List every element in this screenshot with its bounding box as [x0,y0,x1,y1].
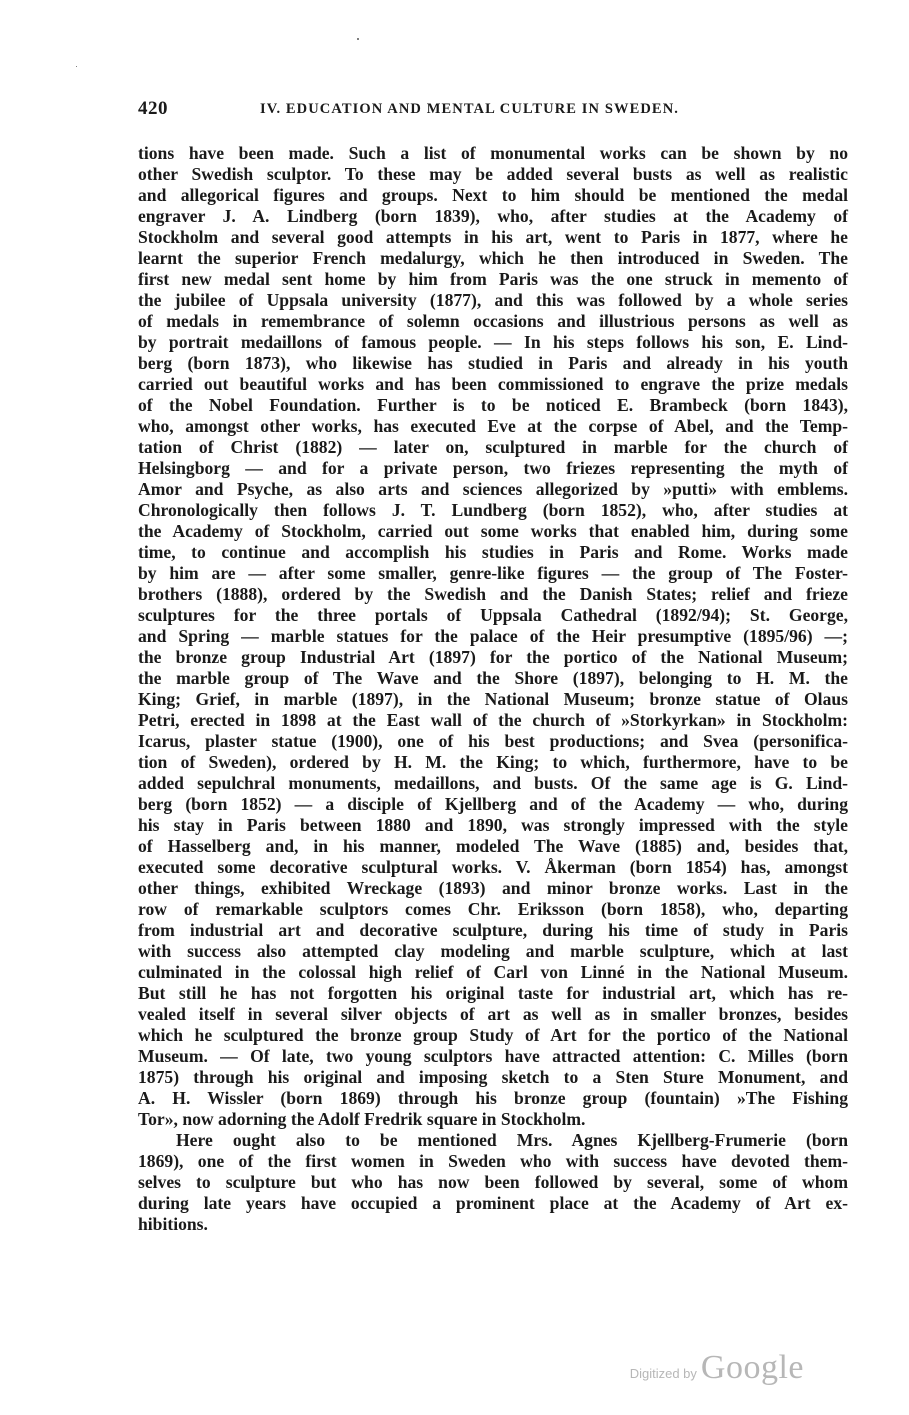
text-line: Tor», now adorning the Adolf Fredrik square in Stockholm. [138,1109,586,1129]
text-line: the bronze group Industrial Art (1897) for the portico of the National Museum; [138,647,848,667]
text-line: the jubilee of Uppsala university (1877), and this was followed by a whole series [138,290,848,310]
scan-speck [357,38,359,40]
text-line: But still he has not forgotten his original taste for industrial art, which has re- [138,983,848,1003]
text-line: learnt the superior French medalurgy, which he then introduced in Sweden. The [138,248,848,268]
text-line: row of remarkable sculptors comes Chr. Eriksson (born 1858), who, departing [138,899,848,919]
text-line: who, amongst other works, has executed Eve at the corpse of Abel, and the Temp- [138,416,848,436]
text-line: other things, exhibited Wreckage (1893) and minor bronze works. Last in the [138,878,848,898]
watermark-prefix: Digitized by [629,1366,697,1381]
text-line: berg (born 1852) — a disciple of Kjellberg and of the Academy — who, during [138,794,848,814]
text-line: and allegorical figures and groups. Next to him should be mentioned the medal [138,185,848,205]
text-line: of the Nobel Foundation. Further is to be noticed E. Brambeck (born 1843), [138,395,848,415]
text-line: by him are — after some smaller, genre-like figures — the group of The Foster- [138,563,848,583]
text-line: with success also attempted clay modeling and marble sculpture, which at last [138,941,848,961]
text-line: 1869), one of the first women in Sweden who with success have devoted them- [138,1151,848,1171]
text-line: his stay in Paris between 1880 and 1890, was strongly impressed with the style [138,815,848,835]
text-line: sculptures for the three portals of Uppsala Cathedral (1892/94); St. George, [138,605,848,625]
text-line: the Academy of Stockholm, carried out some works that enabled him, during some [138,521,848,541]
text-line: carried out beautiful works and has been commissioned to engrave the prize medals [138,374,848,394]
text-line: vealed itself in several silver objects of art as well as in smaller bronzes, besides [138,1004,848,1024]
text-line: and Spring — marble statues for the palace of the Heir presumptive (1895/96) —; [138,626,848,646]
text-line: added sepulchral monuments, medaillons, and busts. Of the same age is G. Lind- [138,773,848,793]
text-line: Stockholm and several good attempts in his art, went to Paris in 1877, where he [138,227,848,247]
text-line: the marble group of The Wave and the Shore (1897), belonging to H. M. the [138,668,848,688]
text-line: of medals in remembrance of solemn occasions and illustrious persons as well as [138,311,848,331]
text-line: tion of Sweden), ordered by H. M. the King; to which, furthermore, have to be [138,752,848,772]
text-line: A. H. Wissler (born 1869) through his bronze group (fountain) »The Fishing [138,1088,848,1108]
text-line: by portrait medaillons of famous people. — In his steps follows his son, E. Lind- [138,332,848,352]
text-line: tation of Christ (1882) — later on, sculptured in marble for the church of [138,437,848,457]
scan-speck [76,66,77,67]
running-head: IV. EDUCATION AND MENTAL CULTURE IN SWEDEN. [260,101,680,117]
text-line: Here ought also to be mentioned Mrs. Agnes Kjellberg-Frumerie (born [176,1130,848,1150]
text-line: berg (born 1873), who likewise has studied in Paris and already in his youth [138,353,848,373]
text-line: culminated in the colossal high relief of Carl von Linné in the National Museum. [138,962,848,982]
text-line: tions have been made. Such a list of monumental works can be shown by no [138,143,848,163]
text-line: brothers (1888), ordered by the Swedish and the Danish States; relief and frieze [138,584,848,604]
text-line: Chronologically then follows J. T. Lundberg (born 1852), who, after studies at [138,500,848,520]
text-line: other Swedish sculptor. To these may be added several busts as well as realistic [138,164,848,184]
digitized-watermark [630,1349,804,1387]
page-number: 420 [138,98,168,119]
text-line: Petri, erected in 1898 at the East wall of the church of »Storkyrkan» in Stockholm: [138,710,848,730]
text-line: Icarus, plaster statue (1900), one of his best productions; and Svea (personifica- [138,731,848,751]
text-line: of Hasselberg and, in his manner, modeled The Wave (1885) and, besides that, [138,836,848,856]
text-line: first new medal sent home by him from Paris was the one struck in memento of [138,269,848,289]
text-line: hibitions. [138,1214,208,1234]
text-line: from industrial art and decorative sculpture, during his time of study in Paris [138,920,848,940]
text-line: King; Grief, in marble (1897), in the National Museum; bronze statue of Olaus [138,689,848,709]
text-line: which he sculptured the bronze group Study of Art for the portico of the National [138,1025,848,1045]
text-line: selves to sculpture but who has now been followed by several, some of whom [138,1172,848,1192]
text-line: Amor and Psyche, as also arts and sciences allegorized by »putti» with emblems. [138,479,848,499]
page-header [138,98,848,122]
text-line: during late years have occupied a prominent place at the Academy of Art ex- [138,1193,848,1213]
body-text [138,143,848,1235]
text-line: Helsingborg — and for a private person, two friezes representing the myth of [138,458,848,478]
text-line: time, to continue and accomplish his studies in Paris and Rome. Works made [138,542,848,562]
text-line: executed some decorative sculptural works. V. Åkerman (born 1854) has, amongst [138,857,848,877]
text-line: Museum. — Of late, two young sculptors have attracted attention: C. Milles (born [138,1046,848,1066]
watermark-brand: Google [700,1349,804,1386]
text-line: 1875) through his original and imposing sketch to a Sten Sture Monument, and [138,1067,848,1087]
text-line: engraver J. A. Lindberg (born 1839), who, after studies at the Academy of [138,206,848,226]
